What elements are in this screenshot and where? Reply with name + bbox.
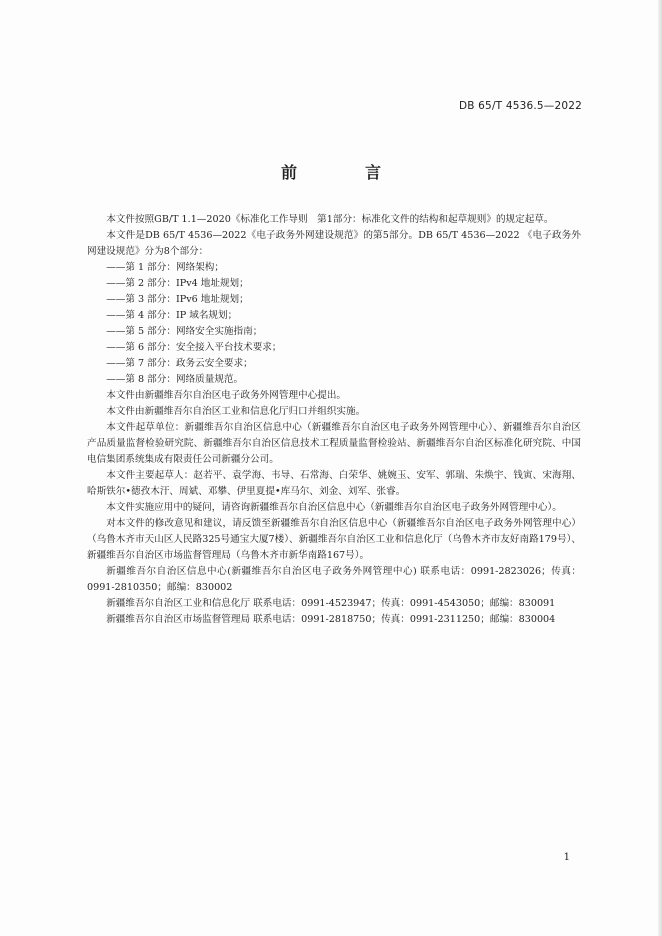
list-item: ——第 7 部分：政务云安全要求； xyxy=(106,358,253,369)
list-item: ——第 8 部分：网络质量规范。 xyxy=(106,374,244,385)
contact-industry-department: 新疆维吾尔自治区工业和信息化厅 联系电话：0991-4523947；传真：0991-4543050；邮编：830091 xyxy=(106,598,556,609)
list-item: ——第 2 部分：IPv4 地址规划； xyxy=(106,278,249,289)
paragraph-feedback: 对本文件的修改意见和建议，请反馈至新疆维吾尔自治区信息中心（新疆维吾尔自治区电子政务外网管理中心）（乌鲁木齐市天山区人民路325号通宝大厦7楼）、新疆维吾尔自治区工业和信息化厅（乌鲁木齐市友好南路179号）、新疆维吾尔自治区市场监督管理局（乌鲁木齐市新华南路167号）。 xyxy=(87,518,581,561)
page-number: 1 xyxy=(563,852,570,863)
list-item: ——第 1 部分：网络架构； xyxy=(106,262,224,273)
list-item: ——第 5 部分：网络安全实施指南； xyxy=(106,326,263,337)
paragraph-administrator: 本文件由新疆维吾尔自治区工业和信息化厅归口并组织实施。 xyxy=(106,406,366,417)
list-item: ——第 3 部分：IPv6 地址规划； xyxy=(106,294,249,305)
paragraph-drafting-basis: 本文件按照GB/T 1.1—2020《标准化工作导则 第1部分：标准化文件的结构和起草规则》的规定起草。 xyxy=(106,214,554,225)
foreword-body xyxy=(87,212,581,628)
paragraph-drafting-units: 本文件起草单位：新疆维吾尔自治区信息中心（新疆维吾尔自治区电子政务外网管理中心）、新疆维吾尔自治区产品质量监督检验研究院、新疆维吾尔自治区信息技术工程质量监督检验站、新疆维吾尔自治区标准化研究院、中国电信集团系统集成有限责任公司新疆分公司。 xyxy=(87,422,581,465)
document-code: DB 65/T 4536.5—2022 xyxy=(458,100,582,112)
paragraph-inquiries: 本文件实施应用中的疑问，请咨询新疆维吾尔自治区信息中心（新疆维吾尔自治区电子政务外网管理中心）。 xyxy=(106,502,562,513)
contact-info-center: 新疆维吾尔自治区信息中心(新疆维吾尔自治区电子政务外网管理中心) 联系电话：0991-2823026；传真：0991-2810350；邮编：830002 xyxy=(87,566,581,593)
contact-market-regulation: 新疆维吾尔自治区市场监督管理局 联系电话：0991-2818750；传真：0991-2311250；邮编：830004 xyxy=(106,614,556,625)
paragraph-proposer: 本文件由新疆维吾尔自治区电子政务外网管理中心提出。 xyxy=(106,390,347,401)
parts-list xyxy=(87,260,581,388)
list-item: ——第 4 部分：IP 域名规划； xyxy=(106,310,238,321)
paragraph-part-statement: 本文件是DB 65/T 4536—2022《电子政务外网建设规范》的第5部分。DB 65/T 4536—2022 《电子政务外网建设规范》分为8个部分： xyxy=(87,230,581,257)
list-item: ——第 6 部分：安全接入平台技术要求； xyxy=(106,342,282,353)
scan-edge xyxy=(658,0,662,936)
page-title: 前 言 xyxy=(280,163,407,182)
paragraph-drafters: 本文件主要起草人：赵若平、袁学海、韦导、石常海、白荣华、姚婉玉、安军、郭瑞、朱焕宇、钱寅、宋海翔、哈斯铁尔•德孜木汗、周斌、邓攀、伊里夏提•库马尔、刘金、刘军、张睿。 xyxy=(87,470,581,497)
